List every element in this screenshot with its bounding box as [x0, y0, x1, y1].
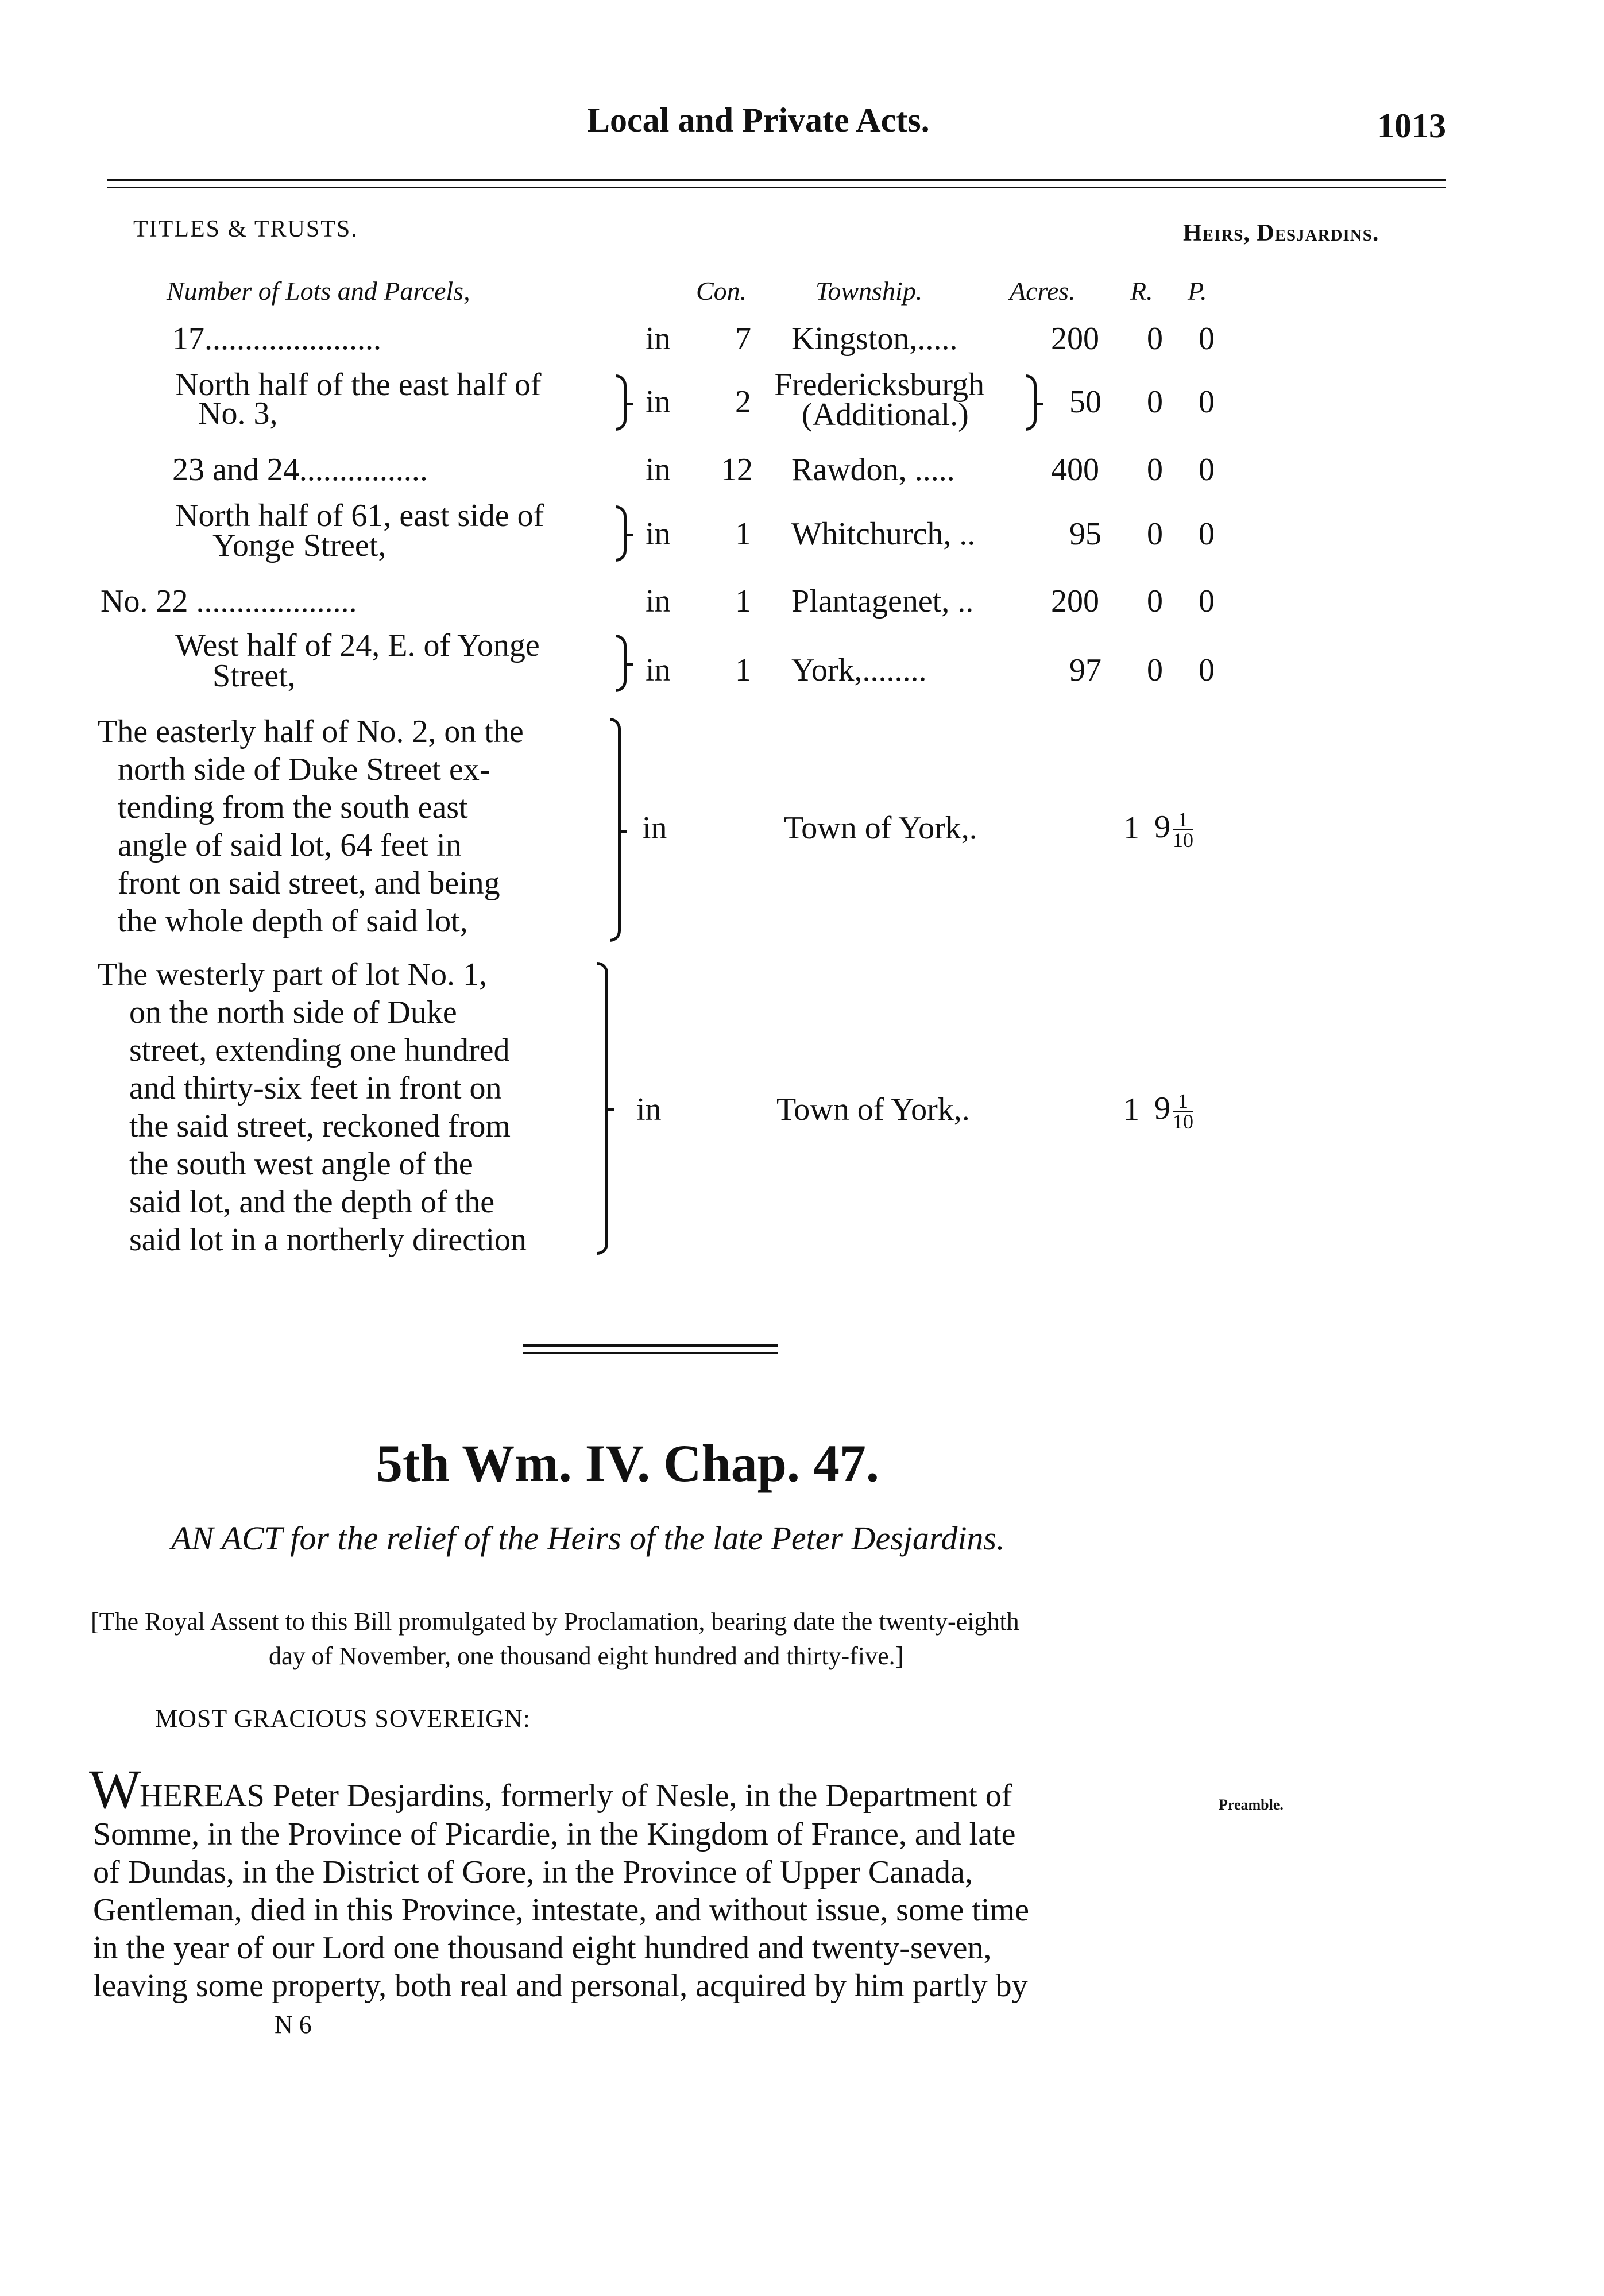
- township: Plantagenet, ..: [791, 583, 974, 619]
- acres: 200: [1051, 583, 1099, 619]
- column-heading-township: Township.: [815, 276, 923, 306]
- brace: [597, 962, 608, 1255]
- roods: 0: [1147, 652, 1163, 688]
- brace: [610, 718, 621, 942]
- perches: 0: [1199, 516, 1215, 552]
- perches-fraction: [1173, 810, 1193, 850]
- lot-description: and thirty-six feet in front on: [129, 1070, 502, 1106]
- perches: 0: [1199, 452, 1215, 488]
- lot-description: on the north side of Duke: [129, 995, 457, 1030]
- brace: [616, 374, 627, 431]
- lot-description: street, extending one hundred: [129, 1033, 510, 1068]
- lot-description: The easterly half of No. 2, on the: [98, 714, 524, 749]
- perches: 0: [1199, 384, 1215, 420]
- body-text-line: of Dundas, in the District of Gore, in the Province of Upper Canada,: [93, 1854, 973, 1890]
- roods: 1: [1123, 810, 1139, 846]
- section-title-left: TITLES & TRUSTS.: [133, 216, 358, 242]
- in-word: in: [646, 384, 671, 420]
- lot-description: tending from the south east: [118, 790, 468, 825]
- perches-whole: 9: [1154, 809, 1170, 845]
- lot-description: said lot, and the depth of the: [129, 1184, 495, 1220]
- lot-description: said lot in a northerly direction: [129, 1222, 527, 1258]
- lot-description: front on said street, and being: [118, 865, 500, 901]
- acres: 400: [1051, 452, 1099, 488]
- perches-whole: 9: [1154, 1091, 1170, 1126]
- column-heading-lots: Number of Lots and Parcels,: [167, 276, 470, 306]
- body-text-line: Gentleman, died in this Province, intestate, and without issue, some time: [93, 1892, 1029, 1928]
- concession: 12: [721, 452, 753, 488]
- drop-cap: W: [89, 1758, 141, 1820]
- concession: 1: [735, 652, 751, 688]
- township: Kingston,.....: [791, 321, 958, 357]
- section-title-right: Heirs, Desjardins.: [1183, 220, 1379, 246]
- in-word: in: [646, 321, 671, 357]
- lot-description: North half of the east half of: [175, 367, 542, 403]
- township: Town of York,.: [776, 1092, 970, 1127]
- township: (Additional.): [802, 397, 969, 432]
- body-text-line: in the year of our Lord one thousand eight hundred and twenty-seven,: [93, 1930, 992, 1966]
- salutation: MOST GRACIOUS SOVEREIGN:: [155, 1704, 531, 1733]
- perches: 0: [1199, 321, 1215, 357]
- township: York,........: [791, 652, 927, 688]
- roods: 1: [1123, 1092, 1139, 1127]
- section-divider-top: [523, 1344, 778, 1347]
- in-word: in: [646, 652, 671, 688]
- brace: [616, 635, 627, 692]
- concession: 7: [735, 321, 751, 357]
- body-text-line: leaving some property, both real and personal, acquired by him partly by: [93, 1968, 1028, 2004]
- in-word: in: [642, 810, 667, 846]
- concession: 1: [735, 583, 751, 619]
- lot-description: angle of said lot, 64 feet in: [118, 828, 462, 863]
- township: Town of York,.: [784, 810, 977, 846]
- perches: [1154, 809, 1193, 850]
- section-divider-bottom: [523, 1352, 778, 1354]
- lot-description: Street,: [212, 658, 296, 694]
- township: Whitchurch, ..: [791, 516, 976, 552]
- roods: 0: [1147, 583, 1163, 619]
- chapter-heading: 5th Wm. IV. Chap. 47.: [376, 1434, 879, 1493]
- header-rule-top: [107, 179, 1446, 181]
- in-word: in: [646, 516, 671, 552]
- lot-description: No. 3,: [198, 396, 278, 431]
- concession: 1: [735, 516, 751, 552]
- acres: 200: [1051, 321, 1099, 357]
- fraction-denominator: 10: [1173, 829, 1193, 852]
- signature-mark: N 6: [275, 2011, 312, 2039]
- header-rule-bottom: [107, 187, 1446, 188]
- marginal-note: Preamble.: [1219, 1796, 1284, 1813]
- perches-fraction: [1173, 1089, 1193, 1134]
- column-heading-con: Con.: [696, 276, 747, 306]
- acres: 50: [1069, 384, 1101, 420]
- lot-description: 23 and 24................: [172, 452, 428, 488]
- in-word: in: [646, 583, 671, 619]
- body-text-line: HEREAS Peter Desjardins, formerly of Nesle, in the Department of: [140, 1778, 1012, 1814]
- township: Fredericksburgh: [774, 367, 984, 403]
- page-number: 1013: [1377, 107, 1446, 145]
- roods: 0: [1147, 452, 1163, 488]
- running-title: Local and Private Acts.: [587, 101, 930, 139]
- column-heading-roods: R.: [1130, 276, 1153, 306]
- lot-description: 17......................: [172, 321, 381, 357]
- lot-description: Yonge Street,: [212, 528, 386, 563]
- acres: 97: [1069, 652, 1101, 688]
- lot-description: the said street, reckoned from: [129, 1108, 511, 1144]
- fraction-numerator: 1: [1178, 808, 1188, 832]
- perches: 0: [1199, 583, 1215, 619]
- concession: 2: [735, 384, 751, 420]
- in-word: in: [646, 452, 671, 488]
- lot-description: The westerly part of lot No. 1,: [98, 957, 488, 992]
- lot-description: the whole depth of said lot,: [118, 903, 468, 939]
- fraction-denominator: 10: [1173, 1110, 1193, 1134]
- column-heading-acres: Acres.: [1010, 276, 1076, 306]
- lot-description: North half of 61, east side of: [175, 498, 544, 534]
- body-text-line: Somme, in the Province of Picardie, in the Kingdom of France, and late: [93, 1816, 1016, 1852]
- lot-description: the south west angle of the: [129, 1146, 473, 1182]
- act-title: AN ACT for the relief of the Heirs of the late Peter Desjardins.: [171, 1520, 1005, 1557]
- in-word: in: [636, 1092, 662, 1127]
- brace: [1026, 374, 1037, 431]
- fraction-numerator: 1: [1178, 1089, 1188, 1113]
- roods: 0: [1147, 516, 1163, 552]
- royal-assent-line: day of November, one thousand eight hundred and thirty-five.]: [269, 1642, 904, 1670]
- column-heading-perches: P.: [1188, 276, 1207, 306]
- lot-description: West half of 24, E. of Yonge: [175, 628, 540, 663]
- lot-description: No. 22 ....................: [101, 583, 357, 619]
- township: Rawdon, .....: [791, 452, 955, 488]
- perches: 0: [1199, 652, 1215, 688]
- acres: 95: [1069, 516, 1101, 552]
- perches: [1154, 1089, 1193, 1134]
- lot-description: north side of Duke Street ex-: [118, 752, 490, 787]
- roods: 0: [1147, 321, 1163, 357]
- royal-assent-line: [The Royal Assent to this Bill promulgated by Proclamation, bearing date the twenty-eighth: [91, 1607, 1019, 1636]
- roods: 0: [1147, 384, 1163, 420]
- brace: [616, 505, 627, 562]
